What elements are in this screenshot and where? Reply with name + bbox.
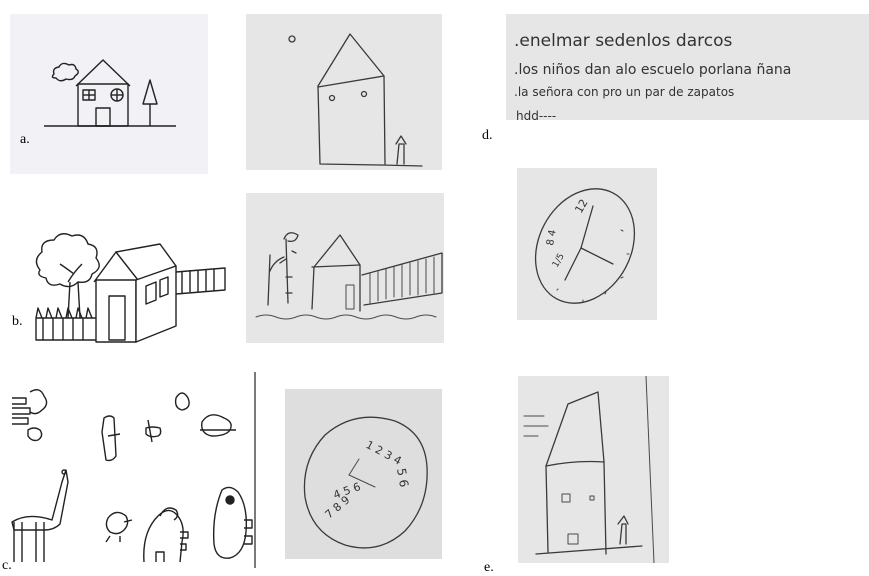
panel-label-d: d. <box>482 128 493 143</box>
copy-clock-drawing <box>517 168 657 320</box>
svg-text:4 5 6: 4 5 6 <box>331 480 363 502</box>
sentence-3: .la señora con pro un par de zapatos <box>514 85 735 99</box>
svg-text:8 4: 8 4 <box>545 228 559 247</box>
model-house-drawing <box>10 14 208 174</box>
sentence-1: .enelmar sedenlos darcos <box>514 31 733 51</box>
copy-clock-numbers-drawing <box>285 389 442 559</box>
svg-text:1 2 3 4: 1 2 3 4 <box>363 438 404 468</box>
panel-label-c: c. <box>2 558 12 573</box>
handwritten-sentences <box>506 14 869 120</box>
sentence-4: hdd---- <box>516 109 557 120</box>
model-objects-animals-drawing <box>0 372 256 568</box>
panel-label-b: b. <box>12 314 23 329</box>
copy-house-tree-fence-drawing <box>246 193 444 343</box>
panel-label-a: a. <box>20 132 30 147</box>
copy-house-drawing-e <box>518 376 669 563</box>
svg-text:1/5: 1/5 <box>550 251 567 270</box>
svg-text:5 6: 5 6 <box>394 467 412 489</box>
svg-text:12: 12 <box>572 196 591 216</box>
copy-house-drawing-a <box>246 14 442 170</box>
svg-text:7 8 9: 7 8 9 <box>322 493 353 522</box>
panel-label-e: e. <box>484 560 494 575</box>
model-house-tree-fence-drawing <box>10 222 230 344</box>
sentence-2: .los niños dan alo escuelo porlana ñana <box>514 62 792 78</box>
